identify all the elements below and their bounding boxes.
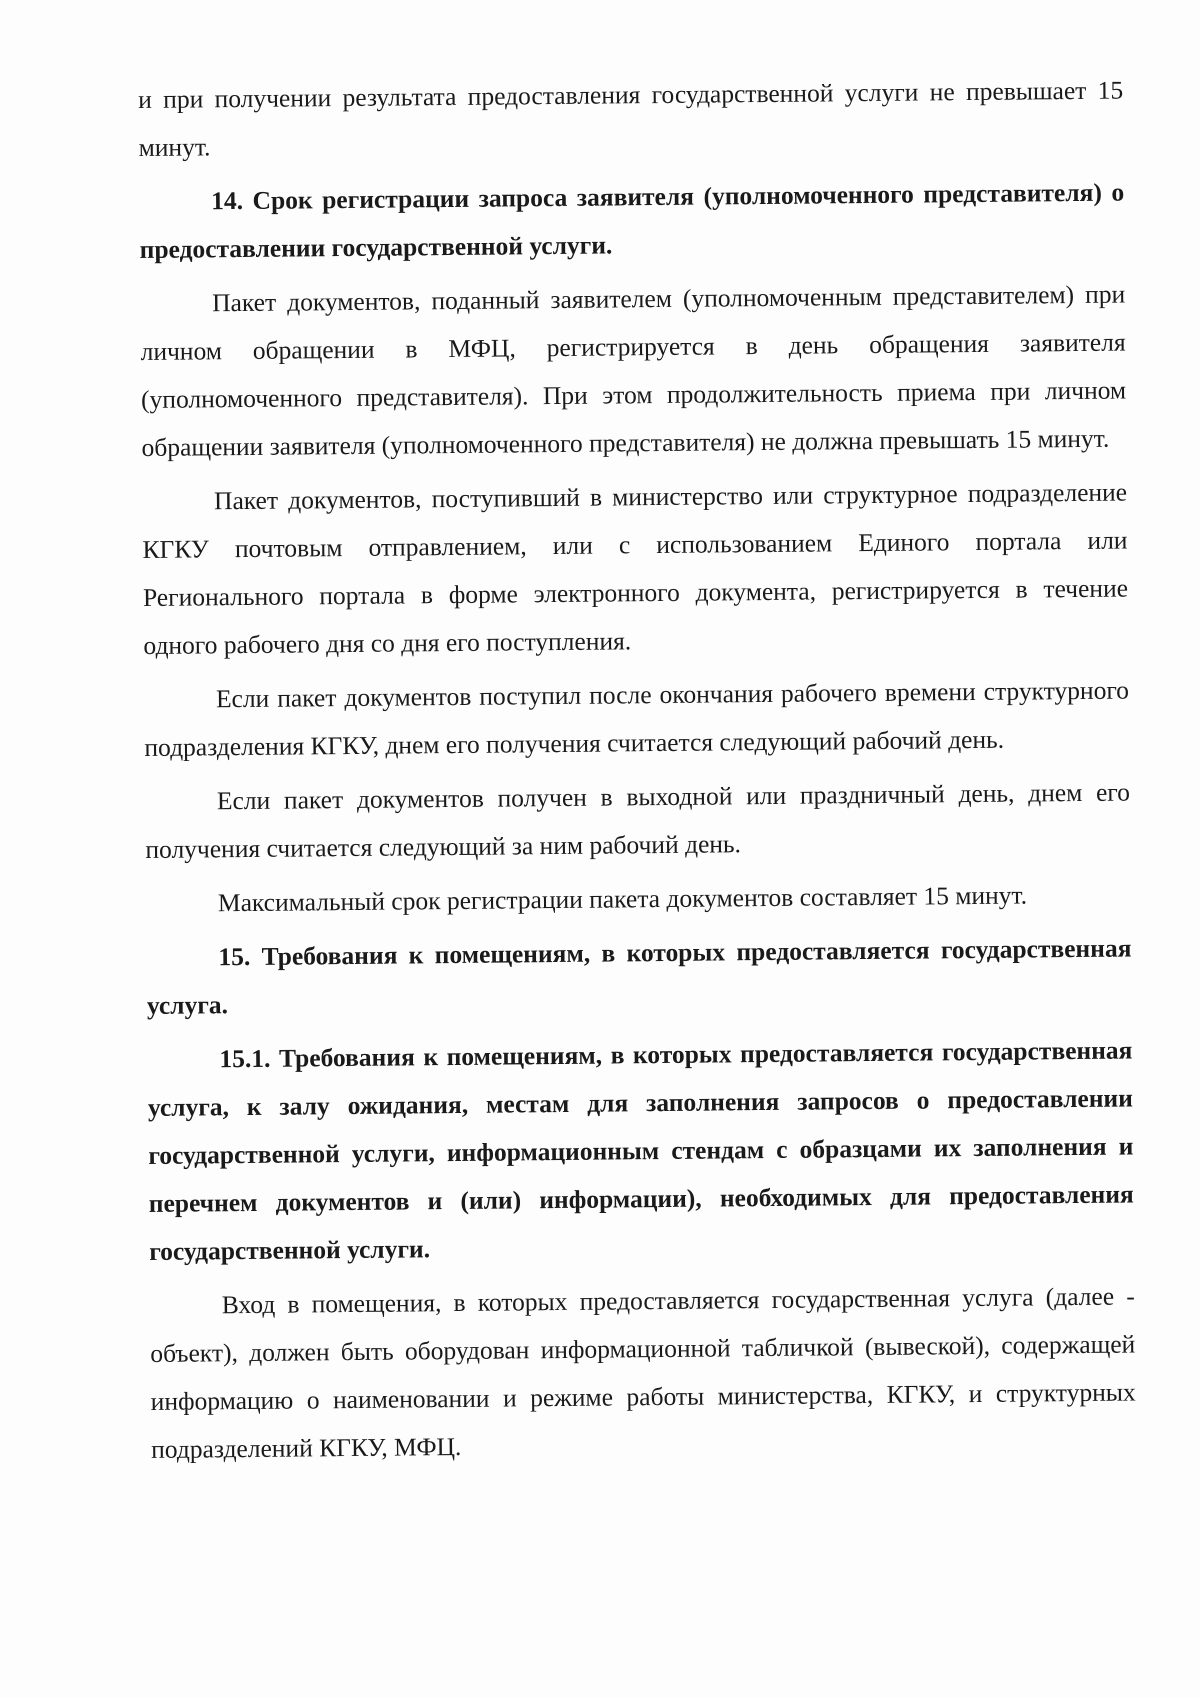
paragraph-registration-postal: Пакет документов, поступивший в министерство или структурное подразделение КГКУ почтовым отправлением, или с использованием Единого портала или Регионального портала в форме электронного документа, регистрируется в течение одного рабочего дня со дня его поступления. xyxy=(142,477,1129,660)
paragraph-entrance-sign: Вход в помещения, в которых предоставляется государственная услуга (далее - объект), должен быть оборудован информационной табличкой (вывеской), содержащей информацию о наименовании и режиме работы министерства, КГКУ, и структурных подразделений КГКУ, МФЦ. xyxy=(150,1281,1136,1464)
paragraph-registration-mfc: Пакет документов, поданный заявителем (уполномоченным представителем) при личном обращении в МФЦ, регистрируется в день обращения заявителя (уполномоченного представителя). При этом продолжительность приема при личном обращении заявителя (уполномоченного представителя) не должна превышать 15 минут. xyxy=(140,279,1127,462)
paragraph-max-term: Максимальный срок регистрации пакета документов составляет 15 минут. xyxy=(217,880,1028,918)
section-heading-15-1: 15.1. Требования к помещениям, в которых предоставляется государственная услуга, к залу ожидания, местам для заполнения запросов о предоставлении государственной услуги, информационным стендам с образцами их заполнения и перечнем документов и (или) информации), необходимых для предоставления государственной услуги. xyxy=(147,1035,1134,1266)
section-heading-15: 15. Требования к помещениям, в которых предоставляется государственная услуга. xyxy=(146,933,1132,1020)
paragraph-holiday: Если пакет документов получен в выходной или праздничный день, днем его получения считается следующий за ним рабочий день. xyxy=(145,777,1131,864)
section-heading-14: 14. Срок регистрации запроса заявителя (уполномоченного представителя) о предоставлении государственной услуги. xyxy=(139,177,1125,264)
document-body xyxy=(138,67,1136,1474)
paragraph-after-hours: Если пакет документов поступил после окончания рабочего времени структурного подразделения КГКУ, днем его получения считается следующий рабочий день. xyxy=(144,675,1130,762)
paragraph-continuation: и при получении результата предоставления государственной услуги не превышает 15 минут. xyxy=(138,75,1124,162)
